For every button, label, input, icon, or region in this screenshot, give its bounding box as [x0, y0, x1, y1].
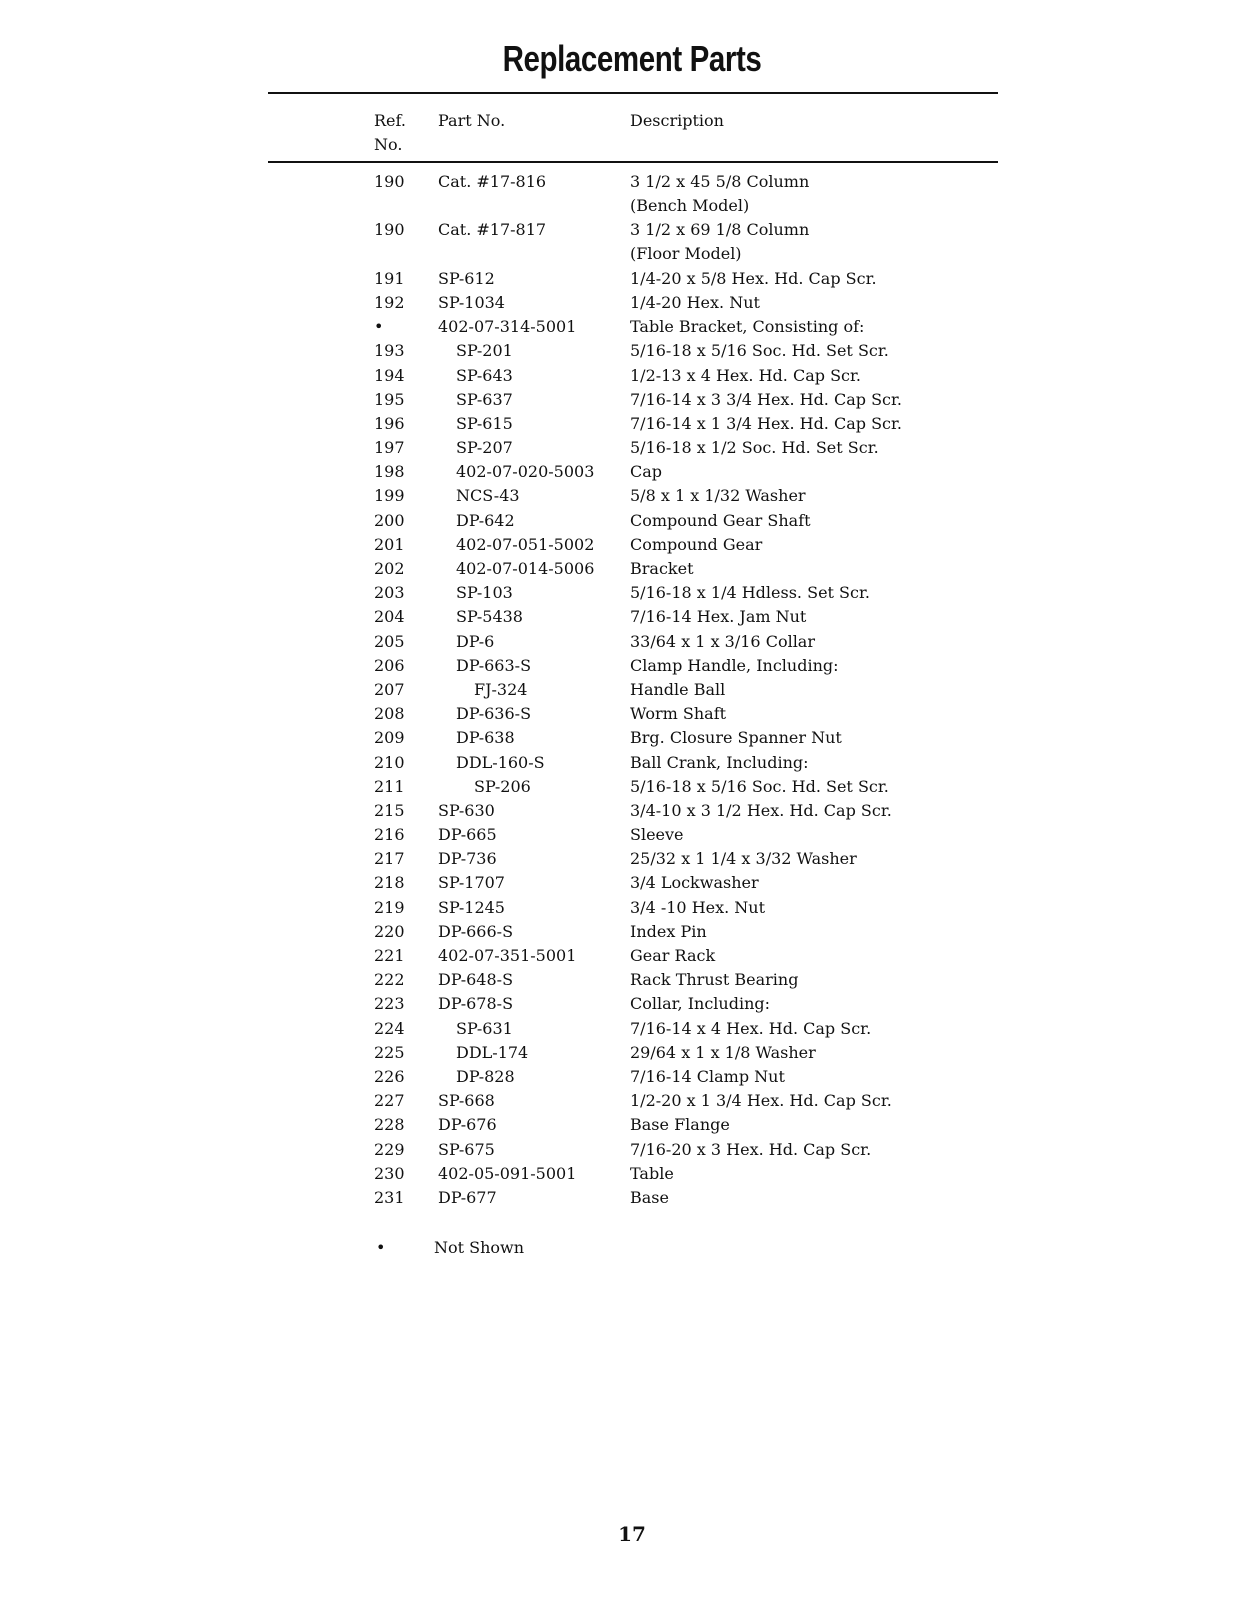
part-description: [630, 1113, 730, 1137]
table-row: [0, 799, 1236, 823]
table-row: [0, 847, 1236, 871]
part-number: SP-1245: [438, 897, 505, 917]
table-row: [0, 267, 1236, 291]
page-title: Replacement Parts: [502, 38, 762, 79]
part-description: [630, 291, 760, 315]
part-description-line1: 1/4-20 Hex. Nut: [630, 292, 760, 312]
part-description: [630, 896, 765, 920]
part-description: [630, 871, 759, 895]
part-description: [630, 315, 864, 339]
part-description: [630, 799, 892, 823]
ref-number: 191: [374, 268, 405, 288]
ref-number: 190: [374, 172, 405, 191]
part-description-line1: 7/16-14 x 3 3/4 Hex. Hd. Cap Scr.: [630, 389, 902, 409]
part-description-line1: Index Pin: [630, 921, 707, 941]
part-number: 402-07-351-5001: [438, 946, 577, 966]
part-number: DP-677: [438, 1187, 497, 1207]
ref-number: 228: [374, 1115, 405, 1135]
table-row: [0, 775, 1236, 799]
table-row: [0, 315, 1236, 339]
part-description-line1: Bracket: [630, 559, 694, 579]
part-description: [630, 630, 815, 654]
ref-number: 195: [374, 389, 405, 409]
part-description-line2: (Floor Model): [630, 244, 742, 264]
ref-number: 209: [374, 728, 405, 748]
part-description: [630, 1138, 871, 1162]
ref-number: 218: [374, 873, 405, 893]
ref-number: 231: [374, 1187, 405, 1207]
ref-number: •: [374, 317, 384, 337]
table-row: [0, 1138, 1236, 1162]
ref-number: 210: [374, 752, 405, 772]
table-row: [0, 630, 1236, 654]
part-description-line1: 3 1/2 x 69 1/8 Column: [630, 220, 810, 240]
table-row: [0, 581, 1236, 605]
part-number: SP-615: [456, 413, 513, 433]
part-number: SP-5438: [456, 607, 523, 627]
table-row: [0, 339, 1236, 363]
part-description: [630, 509, 811, 533]
part-number: DP-638: [456, 728, 515, 748]
part-description: [630, 1089, 892, 1113]
part-description-line1: 7/16-14 x 4 Hex. Hd. Cap Scr.: [630, 1018, 872, 1038]
part-description: [630, 484, 806, 508]
ref-number: 219: [374, 897, 405, 917]
part-description-line1: Cap: [630, 462, 663, 482]
part-number: 402-07-014-5006: [456, 559, 595, 579]
ref-number: 200: [374, 510, 405, 530]
table-row: [0, 170, 1236, 218]
table-row: [0, 364, 1236, 388]
ref-number: 199: [374, 486, 405, 506]
part-description-line2: (Bench Model): [630, 196, 750, 215]
part-number: SP-103: [456, 583, 513, 603]
ref-number: 215: [374, 800, 405, 820]
part-description-line1: Handle Ball: [630, 679, 726, 699]
part-description: [630, 364, 861, 388]
part-description: [630, 460, 662, 484]
part-description-line1: 7/16-14 x 1 3/4 Hex. Hd. Cap Scr.: [630, 413, 902, 433]
ref-number: 197: [374, 438, 405, 458]
ref-number: 190: [374, 220, 405, 240]
table-row: [0, 920, 1236, 944]
part-number: SP-630: [438, 800, 495, 820]
table-row: [0, 823, 1236, 847]
column-header-ref: [374, 109, 406, 157]
part-description-line1: Collar, Including:: [630, 994, 771, 1014]
ref-number: 224: [374, 1018, 405, 1038]
part-description-line1: Base: [630, 1187, 669, 1207]
part-description-line1: 29/64 x 1 x 1/8 Washer: [630, 1042, 816, 1062]
part-description-line1: Brg. Closure Spanner Nut: [630, 728, 842, 748]
part-number: NCS-43: [456, 486, 520, 506]
part-description: [630, 1162, 674, 1186]
part-description: [630, 581, 870, 605]
part-description-line1: Worm Shaft: [630, 704, 727, 724]
part-description-line1: 3 1/2 x 45 5/8 Column: [630, 172, 810, 191]
part-number: Cat. #17-816: [438, 172, 547, 191]
part-number: Cat. #17-817: [438, 220, 547, 240]
footnote-marker: •: [376, 1238, 386, 1257]
part-number: SP-206: [474, 776, 531, 796]
part-number: 402-05-091-5001: [438, 1163, 577, 1183]
ref-number: 203: [374, 583, 405, 603]
table-row: [0, 436, 1236, 460]
table-row: [0, 871, 1236, 895]
ref-number: 194: [374, 365, 405, 385]
part-number: DP-648-S: [438, 970, 514, 990]
part-number: SP-668: [438, 1091, 495, 1111]
part-description: [630, 920, 707, 944]
part-description: [630, 412, 902, 436]
table-row: [0, 533, 1236, 557]
part-description: [630, 436, 879, 460]
part-description-line1: 5/16-18 x 1/4 Hdless. Set Scr.: [630, 583, 870, 603]
table-row: [0, 968, 1236, 992]
table-row: [0, 1186, 1236, 1210]
part-description: [630, 1041, 816, 1065]
part-description: [630, 823, 684, 847]
ref-number: 198: [374, 462, 405, 482]
ref-number: 201: [374, 534, 405, 554]
table-row: [0, 702, 1236, 726]
table-row: [0, 218, 1236, 266]
part-description: [630, 1065, 785, 1089]
part-description: [630, 968, 798, 992]
part-description: [630, 1186, 669, 1210]
table-row: [0, 291, 1236, 315]
ref-number: 226: [374, 1066, 405, 1086]
part-description: [630, 751, 809, 775]
part-number: DP-663-S: [456, 655, 532, 675]
parts-table: [0, 170, 1236, 1210]
part-description: [630, 388, 902, 412]
part-description: [630, 533, 762, 557]
column-header-ref-line2: No.: [374, 135, 403, 154]
part-description: [630, 726, 842, 750]
part-description: [630, 944, 715, 968]
part-number: FJ-324: [474, 679, 528, 699]
ref-number: 216: [374, 825, 405, 845]
ref-number: 227: [374, 1091, 405, 1111]
ref-number: 192: [374, 292, 405, 312]
column-header-description: Description: [630, 111, 724, 130]
table-row: [0, 896, 1236, 920]
table-row: [0, 509, 1236, 533]
table-row: [0, 992, 1236, 1016]
part-description-line1: Table: [630, 1163, 674, 1183]
ref-number: 230: [374, 1163, 405, 1183]
part-number: SP-1034: [438, 292, 505, 312]
part-description: [630, 775, 889, 799]
part-number: SP-631: [456, 1018, 513, 1038]
table-row: [0, 1017, 1236, 1041]
ref-number: 225: [374, 1042, 405, 1062]
part-description-line1: 3/4-10 x 3 1/2 Hex. Hd. Cap Scr.: [630, 800, 892, 820]
part-description-line1: Clamp Handle, Including:: [630, 655, 839, 675]
part-description-line1: 1/4-20 x 5/8 Hex. Hd. Cap Scr.: [630, 268, 877, 288]
ref-number: 223: [374, 994, 405, 1014]
part-description-line1: Compound Gear: [630, 534, 763, 554]
ref-number: 208: [374, 704, 405, 724]
part-number: DP-636-S: [456, 704, 532, 724]
footnote-text: Not Shown: [434, 1238, 525, 1257]
part-number: 402-07-020-5003: [456, 462, 595, 482]
ref-number: 211: [374, 776, 405, 796]
part-number: DDL-174: [456, 1042, 529, 1062]
part-number: SP-207: [456, 438, 513, 458]
table-row: [0, 654, 1236, 678]
part-number: SP-637: [456, 389, 513, 409]
part-description-line1: 3/4 -10 Hex. Nut: [630, 897, 766, 917]
ref-number: 229: [374, 1139, 405, 1159]
ref-number: 196: [374, 413, 405, 433]
part-description-line1: 5/16-18 x 5/16 Soc. Hd. Set Scr.: [630, 776, 889, 796]
part-description: [630, 702, 726, 726]
part-number: 402-07-051-5002: [456, 534, 595, 554]
table-row: [0, 1089, 1236, 1113]
table-row: [0, 388, 1236, 412]
ref-number: 220: [374, 921, 405, 941]
ref-number: 217: [374, 849, 405, 869]
part-description-line1: 5/8 x 1 x 1/32 Washer: [630, 486, 806, 506]
table-row: [0, 605, 1236, 629]
part-description-line1: Table Bracket, Consisting of:: [630, 317, 865, 337]
ref-number: 193: [374, 341, 405, 361]
part-description: [630, 267, 877, 291]
part-number: SP-643: [456, 365, 513, 385]
part-number: DP-665: [438, 825, 497, 845]
table-row: [0, 726, 1236, 750]
part-description-line1: 1/2-20 x 1 3/4 Hex. Hd. Cap Scr.: [630, 1091, 892, 1111]
part-number: DP-676: [438, 1115, 497, 1135]
part-number: SP-675: [438, 1139, 495, 1159]
part-description-line1: 5/16-18 x 5/16 Soc. Hd. Set Scr.: [630, 341, 889, 361]
part-description: [630, 605, 806, 629]
table-row: [0, 1113, 1236, 1137]
part-description: [630, 557, 694, 581]
part-number: DP-736: [438, 849, 497, 869]
table-row: [0, 557, 1236, 581]
part-number: SP-1707: [438, 873, 505, 893]
part-description-line1: Rack Thrust Bearing: [630, 970, 799, 990]
column-header-ref-line1: Ref.: [374, 111, 406, 130]
part-description-line1: Ball Crank, Including:: [630, 752, 809, 772]
ref-number: 205: [374, 631, 405, 651]
part-description: [630, 678, 725, 702]
ref-number: 202: [374, 559, 405, 579]
table-row: [0, 412, 1236, 436]
part-description: [630, 339, 889, 363]
table-row: [0, 1041, 1236, 1065]
part-number: DP-828: [456, 1066, 515, 1086]
table-row: [0, 460, 1236, 484]
part-description: [630, 654, 839, 678]
part-description-line1: Base Flange: [630, 1115, 730, 1135]
part-description-line1: 1/2-13 x 4 Hex. Hd. Cap Scr.: [630, 365, 861, 385]
ref-number: 206: [374, 655, 405, 675]
column-header-part: Part No.: [438, 111, 506, 130]
part-description: [630, 847, 857, 871]
part-description-line1: 7/16-14 Clamp Nut: [630, 1066, 785, 1086]
header-bottom-rule: [268, 161, 998, 163]
part-description: [630, 992, 770, 1016]
part-description-line1: 5/16-18 x 1/2 Soc. Hd. Set Scr.: [630, 438, 879, 458]
header-top-rule: [268, 92, 998, 94]
part-description: [630, 218, 809, 266]
ref-number: 204: [374, 607, 405, 627]
part-description-line1: Gear Rack: [630, 946, 716, 966]
table-row: [0, 1162, 1236, 1186]
part-number: DP-666-S: [438, 921, 514, 941]
ref-number: 222: [374, 970, 405, 990]
table-row: [0, 944, 1236, 968]
part-number: 402-07-314-5001: [438, 317, 577, 337]
part-description-line1: Compound Gear Shaft: [630, 510, 811, 530]
part-description-line1: Sleeve: [630, 825, 684, 845]
ref-number: 221: [374, 946, 405, 966]
part-description-line1: 25/32 x 1 1/4 x 3/32 Washer: [630, 849, 857, 869]
table-row: [0, 751, 1236, 775]
part-number: DP-678-S: [438, 994, 514, 1014]
part-number: DDL-160-S: [456, 752, 545, 772]
part-description: [630, 1017, 871, 1041]
part-number: SP-201: [456, 341, 513, 361]
part-description-line1: 7/16-20 x 3 Hex. Hd. Cap Scr.: [630, 1139, 872, 1159]
page-number: 17: [618, 1522, 646, 1546]
part-description-line1: 33/64 x 1 x 3/16 Collar: [630, 631, 815, 651]
table-row: [0, 484, 1236, 508]
table-row: [0, 678, 1236, 702]
part-number: SP-612: [438, 268, 495, 288]
part-description: [630, 170, 809, 218]
part-description-line1: 3/4 Lockwasher: [630, 873, 759, 893]
part-number: DP-642: [456, 510, 515, 530]
part-description-line1: 7/16-14 Hex. Jam Nut: [630, 607, 807, 627]
table-row: [0, 1065, 1236, 1089]
part-number: DP-6: [456, 631, 495, 651]
ref-number: 207: [374, 679, 405, 699]
